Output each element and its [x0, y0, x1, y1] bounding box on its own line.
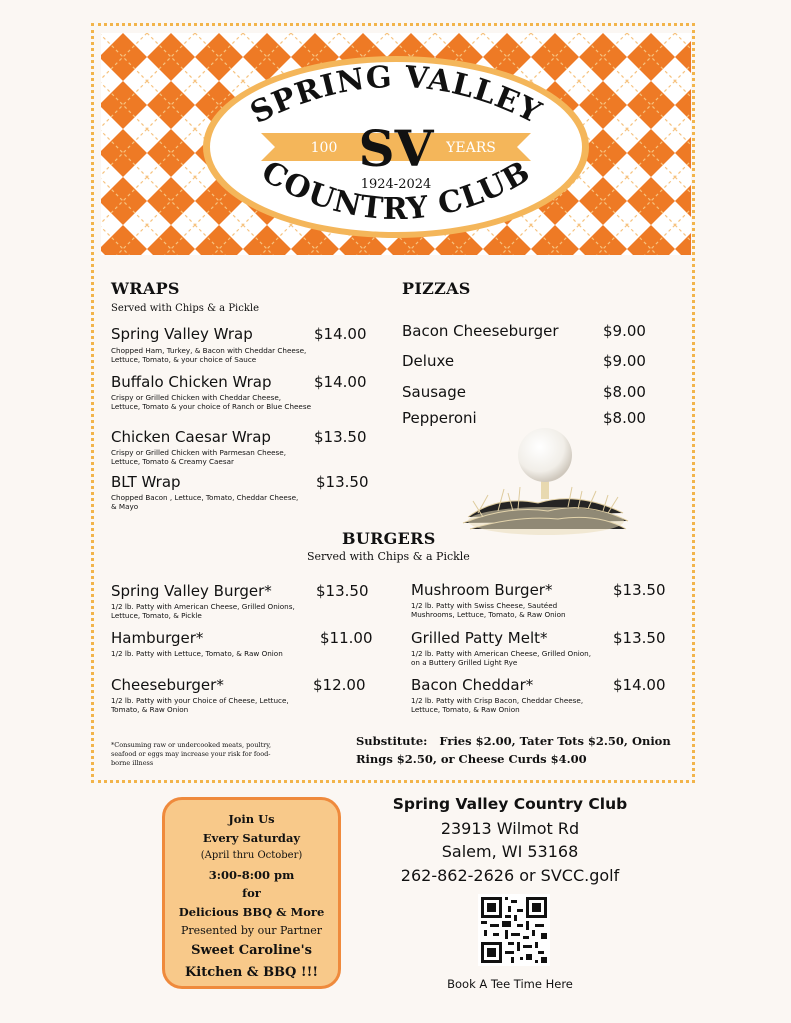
- qr-code-icon[interactable]: [478, 894, 550, 966]
- bbq-line: 3:00-8:00 pm: [208, 867, 295, 882]
- burger-price: $13.50: [316, 582, 369, 600]
- pizza-name: Pepperoni: [402, 409, 477, 427]
- substitute-line-1: Substitute: Fries $2.00, Tater Tots $2.50, Onion: [356, 734, 671, 748]
- burger-price: $13.50: [613, 629, 666, 647]
- pizza-price: $9.00: [603, 352, 646, 370]
- logo-bottom-text: COUNTRY CLUB: [255, 154, 537, 228]
- burger-description: 1/2 lb. Patty with your Choice of Cheese, Lettuce, Tomato, & Raw Onion: [111, 696, 289, 715]
- wrap-description: Chopped Ham, Turkey, & Bacon with Cheddar Cheese, Lettuce, Tomato, & your choice of Sauce: [111, 346, 307, 365]
- burger-price: $13.50: [613, 581, 666, 599]
- wrap-price: $14.00: [314, 325, 367, 343]
- burgers-title: BURGERS: [342, 529, 436, 548]
- pizza-price: $9.00: [603, 322, 646, 340]
- qr-caption: Book A Tee Time Here: [447, 977, 573, 991]
- wraps-subtitle: Served with Chips & a Pickle: [111, 303, 260, 314]
- pizza-name: Sausage: [402, 383, 466, 401]
- pizza-price: $8.00: [603, 409, 646, 427]
- burger-description: 1/2 lb. Patty with American Cheese, Grilled Onion, on a Buttery Grilled Light Rye: [411, 649, 591, 668]
- logo-years-label: YEARS: [446, 140, 496, 156]
- burger-name: Mushroom Burger*: [411, 581, 553, 599]
- burger-price: $11.00: [320, 629, 373, 647]
- wrap-price: $13.50: [314, 428, 367, 446]
- bbq-line: Delicious BBQ & More: [178, 904, 325, 919]
- burger-name: Hamburger*: [111, 629, 204, 647]
- bbq-line: (April thru October): [200, 850, 303, 862]
- golf-ball-icon: [458, 425, 633, 545]
- wrap-description: Crispy or Grilled Chicken with Parmesan Cheese, Lettuce, Tomato & Creamy Caesar: [111, 448, 286, 467]
- burger-description: 1/2 lb. Patty with Swiss Cheese, Sautéed Mushrooms, Lettuce, Tomato, & Raw Onion: [411, 601, 566, 620]
- bbq-promo-box: [162, 797, 341, 989]
- wrap-price: $14.00: [314, 373, 367, 391]
- wrap-name: BLT Wrap: [111, 473, 181, 491]
- wrap-name: Spring Valley Wrap: [111, 325, 253, 343]
- burger-price: $14.00: [613, 676, 666, 694]
- bbq-partner-name: Sweet Caroline's: [191, 943, 312, 959]
- substitute-line-2: Rings $2.50, or Cheese Curds $4.00: [356, 752, 587, 766]
- burger-name: Bacon Cheddar*: [411, 676, 534, 694]
- burgers-subtitle: Served with Chips & a Pickle: [307, 550, 470, 563]
- disclaimer-text: *Consuming raw or undercooked meats, poultry, seafood or eggs may increase your risk for food-borne illness: [111, 741, 272, 767]
- logo-years-number: 100: [310, 140, 338, 156]
- burger-description: 1/2 lb. Patty with Crisp Bacon, Cheddar Cheese, Lettuce, Tomato, & Raw Onion: [411, 696, 584, 715]
- wrap-name: Buffalo Chicken Wrap: [111, 373, 272, 391]
- burger-price: $12.00: [313, 676, 366, 694]
- pizza-name: Deluxe: [402, 352, 455, 370]
- bbq-line: Presented by our Partner: [180, 923, 323, 937]
- wraps-title: WRAPS: [111, 279, 180, 298]
- logo-text-layer: [101, 33, 691, 255]
- logo-monogram: SV: [358, 119, 434, 178]
- club-street: 23913 Wilmot Rd: [440, 819, 580, 838]
- burger-name: Cheeseburger*: [111, 676, 224, 694]
- burger-description: 1/2 lb. Patty with American Cheese, Grilled Onions, Lettuce, Tomato, & Pickle: [111, 602, 295, 621]
- bbq-line: for: [242, 886, 261, 901]
- burger-description: 1/2 lb. Patty with Lettuce, Tomato, & Raw Onion: [111, 649, 283, 658]
- club-city: Salem, WI 53168: [441, 842, 579, 861]
- wrap-price: $13.50: [316, 473, 369, 491]
- logo-dates: 1924-2024: [360, 177, 432, 192]
- wrap-description: Chopped Bacon , Lettuce, Tomato, Cheddar Cheese, & Mayo: [111, 493, 299, 512]
- wrap-name: Chicken Caesar Wrap: [111, 428, 271, 446]
- bbq-partner-name: Kitchen & BBQ !!!: [184, 965, 319, 981]
- pizza-name: Bacon Cheeseburger: [402, 322, 559, 340]
- burger-name: Spring Valley Burger*: [111, 582, 272, 600]
- bbq-line: Join Us: [228, 812, 275, 826]
- burger-name: Grilled Patty Melt*: [411, 629, 548, 647]
- pizzas-title: PIZZAS: [402, 279, 471, 298]
- bbq-line: Every Saturday: [202, 830, 301, 845]
- club-name: Spring Valley Country Club: [392, 795, 628, 813]
- wrap-description: Crispy or Grilled Chicken with Cheddar Cheese, Lettuce, Tomato & your choice of Ranch or Blue Cheese: [111, 393, 312, 412]
- pizza-price: $8.00: [603, 383, 646, 401]
- club-contact: 262-862-2626 or SVCC.golf: [400, 866, 620, 885]
- logo-top-text: SPRING VALLEY: [245, 59, 547, 132]
